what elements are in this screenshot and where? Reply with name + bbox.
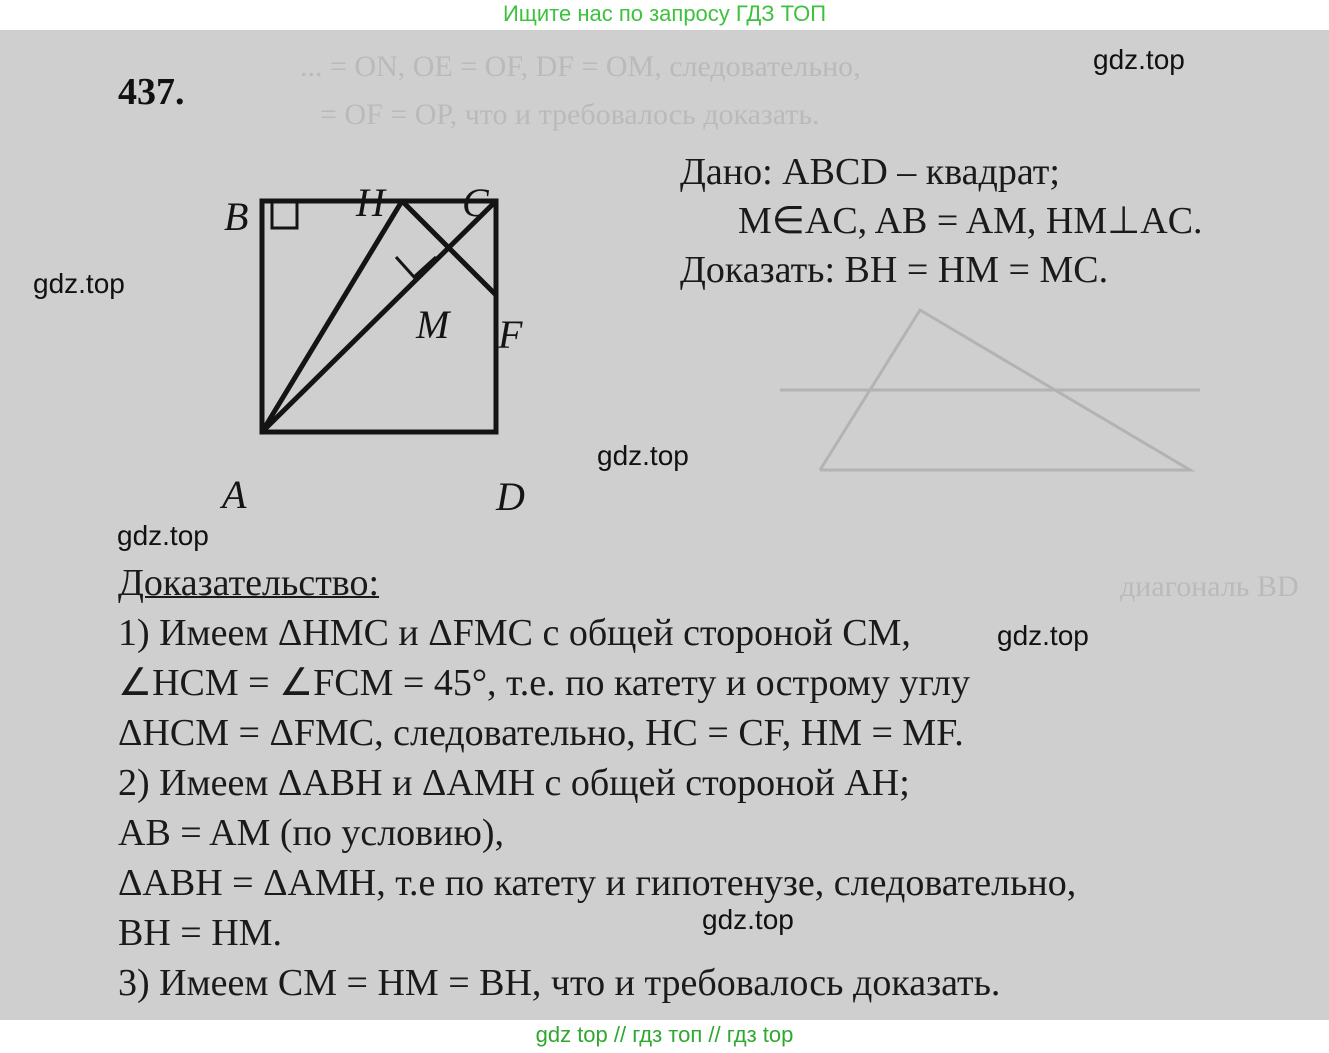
proof-line: 3) Имеем CM = HM = BH, что и требовалось доказать. [118, 962, 1001, 1004]
proof-line: 2) Имеем ΔABH и ΔAMH с общей стороной AH; [118, 762, 910, 804]
watermark: gdz.top [597, 440, 689, 471]
label-b: B [224, 194, 249, 239]
proof-line: ∠HCM = ∠FCM = 45°, т.е. по катету и острому углу [118, 662, 970, 704]
proof-line: ΔABH = ΔAMH, т.е по катету и гипотенузе, следовательно, [118, 862, 1077, 904]
prove-line: Доказать: BH = HM = MC. [680, 249, 1109, 291]
bleed-through-text: = OF = OP, что и требовалось доказать. [320, 98, 820, 131]
proof-line: 1) Имеем ΔHMC и ΔFMC с общей стороной CM, [118, 612, 911, 654]
watermark: gdz.top [997, 620, 1089, 651]
given-line: M∈AC, AB = AM, HM⊥AC. [738, 200, 1203, 242]
bottom-banner: gdz top // гдз топ // гдз top [535, 1022, 794, 1047]
label-m: M [416, 302, 450, 347]
proof-line: ΔHCM = ΔFMC, следовательно, HC = CF, HM = MF. [118, 712, 964, 754]
proof-line: BH = HM. [118, 912, 282, 954]
bleed-through-text: ... = ON, OE = OF, DF = OM, следовательно, [300, 50, 861, 83]
label-f: F [498, 312, 523, 357]
watermark: gdz.top [117, 520, 209, 551]
proof-heading: Доказательство: [118, 562, 380, 604]
label-h: H [356, 180, 385, 225]
given-block [680, 148, 1203, 295]
scanned-page [0, 30, 1329, 1020]
label-d: D [496, 474, 525, 510]
proof-block [118, 558, 1076, 1008]
given-line: Дано: ABCD – квадрат; [680, 151, 1060, 193]
square-diagram [200, 170, 560, 510]
watermark: gdz.top [33, 268, 125, 299]
top-banner: Ищите нас по запросу ГДЗ ТОП [502, 1, 827, 26]
proof-line: AB = AM (по условию), [118, 812, 504, 854]
right-angle-mark-b [272, 201, 297, 228]
bleed-through-text: диагональ BD [1120, 570, 1299, 603]
watermark: gdz.top [702, 904, 794, 935]
label-c: C [462, 180, 489, 225]
bleed-through-figure [780, 290, 1220, 510]
label-a: A [222, 472, 247, 510]
problem-number: 437. [118, 71, 185, 113]
watermark: gdz.top [1093, 44, 1185, 75]
